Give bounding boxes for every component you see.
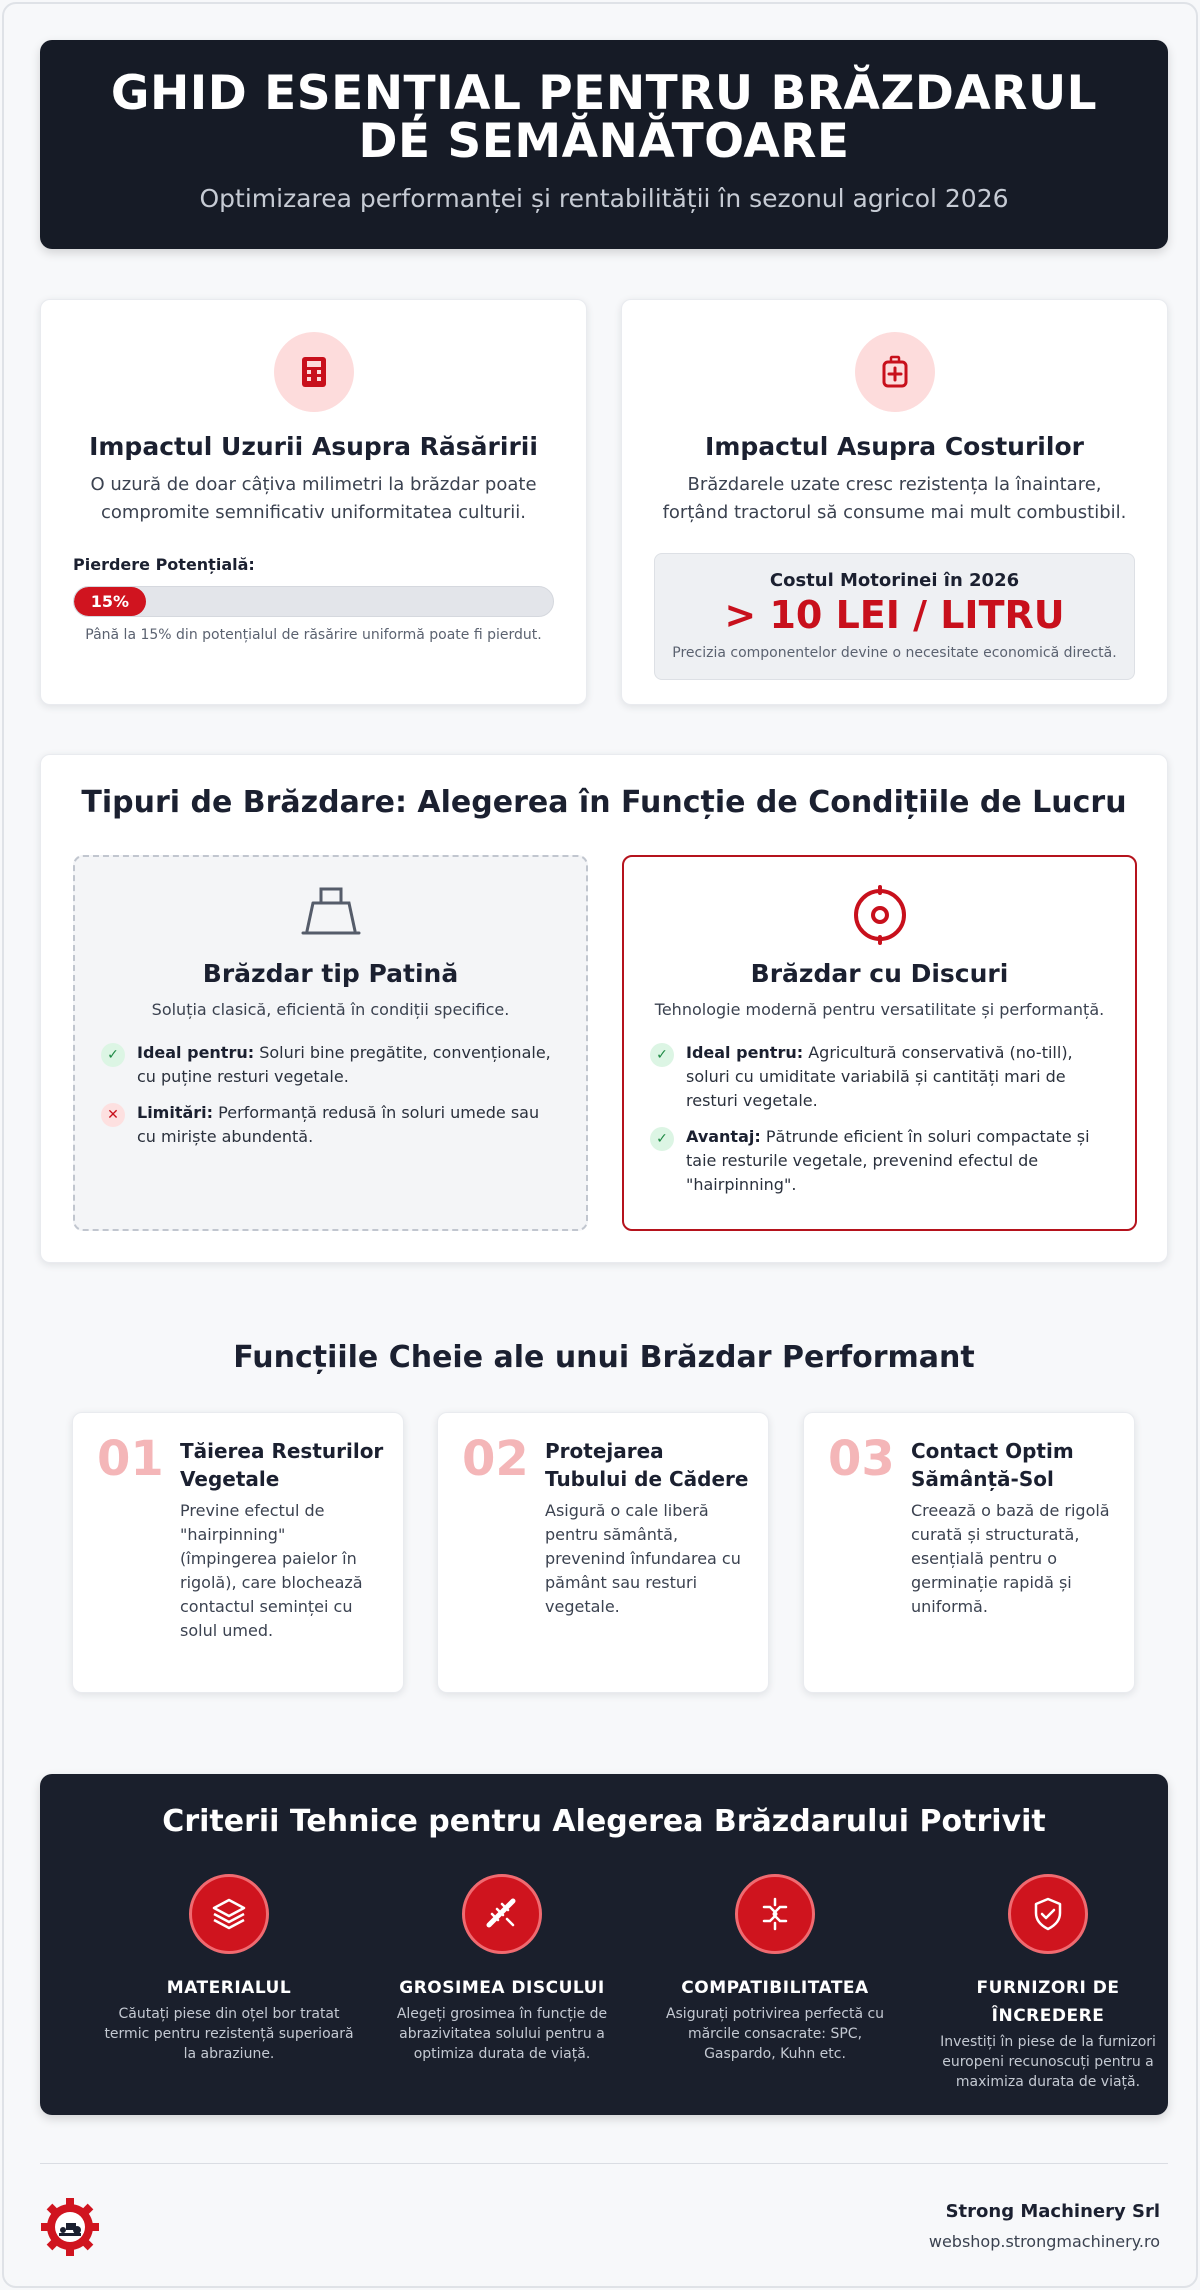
function-number: 02 <box>462 1431 529 1487</box>
function-title: Tăierea Resturilor Vegetale <box>180 1439 384 1491</box>
function-text: Creează o bază de rigolă curată și structurată, esențială pentru o germinație rapidă și uniformă. <box>911 1501 1110 1616</box>
function-card <box>803 1412 1135 1693</box>
impact-title: Impactul Uzurii Asupra Răsăririi <box>89 432 538 461</box>
criteria-item <box>104 1874 354 2064</box>
impact-title: Impactul Asupra Costurilor <box>705 432 1084 461</box>
page <box>2 2 1198 2288</box>
shoe-coulter-icon <box>75 885 586 945</box>
fuel-cost-value: > 10 LEI / LITRU <box>724 593 1065 637</box>
function-number: 01 <box>97 1431 164 1487</box>
point-text: Agricultură conservativă (no-till), soluri cu umiditate variabilă și cantități mari de resturi vegetale. <box>686 1043 1073 1110</box>
fuel-cost-title: Costul Motorinei în 2026 <box>769 570 1020 591</box>
company-info <box>929 2201 1160 2251</box>
fuel-can-icon <box>855 332 935 412</box>
impact-description: O uzură de doar câțiva milimetri la brăzdar poate compromite semnificativ uniformitatea culturii. <box>90 474 537 523</box>
disc-target-icon <box>624 885 1135 945</box>
section-title: Tipuri de Brăzdare: Alegerea în Funcție de Condițiile de Lucru <box>81 785 1127 820</box>
check-icon: ✓ <box>101 1043 125 1067</box>
criteria-item <box>923 1874 1173 2092</box>
close-icon: ✕ <box>101 1103 125 1127</box>
list-item <box>99 1101 562 1149</box>
check-icon: ✓ <box>650 1127 674 1151</box>
point-label: Ideal pentru: <box>137 1043 255 1062</box>
type-card-disc <box>622 855 1137 1231</box>
company-name: Strong Machinery Srl <box>945 2201 1160 2222</box>
calculator-icon <box>274 332 354 412</box>
point-label: Avantaj: <box>686 1127 761 1146</box>
page-subtitle: Optimizarea performanței și rentabilității în sezonul agricol 2026 <box>199 184 1009 213</box>
type-title: Brăzdar cu Discuri <box>750 959 1009 988</box>
plug-connect-icon <box>735 1874 815 1954</box>
criteria-item <box>650 1874 900 2064</box>
criteria-text: Asigurați potrivirea perfectă cu mărcile consacrate: SPC, Gaspardo, Kuhn etc. <box>665 2006 885 2062</box>
point-label: Limitări: <box>137 1103 214 1122</box>
header-banner <box>40 40 1168 249</box>
shield-check-icon <box>1008 1874 1088 1954</box>
type-card-shoe <box>73 855 588 1231</box>
criteria-section <box>40 1774 1168 2115</box>
function-text: Asigură o cale liberă pentru sământă, prevenind înfundarea cu pământ sau resturi vegetale. <box>545 1501 741 1616</box>
impact-card-emergence <box>40 299 587 705</box>
type-subtitle: Tehnologie modernă pentru versatilitate și performanță. <box>654 1000 1105 1019</box>
ruler-icon <box>462 1874 542 1954</box>
type-points <box>99 1041 562 1149</box>
gear-logo-icon[interactable] <box>40 2197 100 2257</box>
criteria-title: MATERIALUL <box>166 1978 292 1998</box>
function-title: Protejarea Tubului de Cădere <box>545 1439 749 1491</box>
loss-progress-fill: 15% <box>74 587 146 616</box>
list-item <box>648 1125 1111 1197</box>
type-title: Brăzdar tip Patină <box>202 959 459 988</box>
fuel-cost-box <box>654 553 1135 680</box>
fuel-cost-note: Precizia componentelor devine o necesitate economică directă. <box>672 645 1117 661</box>
check-icon: ✓ <box>650 1043 674 1067</box>
criteria-title: FURNIZORI DE ÎNCREDERE <box>976 1978 1120 2026</box>
coulter-types-section <box>40 754 1168 1263</box>
point-text: Pătrunde eficient în soluri compactate și taie resturile vegetale, prevenind efectul de "hairpinning". <box>686 1127 1090 1194</box>
criteria-item <box>377 1874 627 2064</box>
point-text: Performanță redusă în soluri umede sau cu miriște abundentă. <box>137 1103 540 1146</box>
criteria-title: GROSIMEA DISCULUI <box>399 1978 605 1998</box>
criteria-text: Căutați piese din oțel bor tratat termic pentru rezistență superioară la abraziune. <box>104 2006 354 2062</box>
layers-icon <box>189 1874 269 1954</box>
function-number: 03 <box>828 1431 895 1487</box>
loss-label: Pierdere Potențială: <box>73 555 255 574</box>
section-title: Criterii Tehnice pentru Alegerea Brăzdarului Potrivit <box>162 1804 1046 1839</box>
point-text: Soluri bine pregătite, convenționale, cu puține resturi vegetale. <box>137 1043 551 1086</box>
list-item <box>648 1041 1111 1113</box>
loss-note: Până la 15% din potențialul de răsărire uniformă poate fi pierdut. <box>85 627 542 643</box>
criteria-text: Alegeți grosimea în funcție de abrazivitatea solului pentru a optimiza durata de viață. <box>396 2006 608 2062</box>
function-card <box>72 1412 404 1693</box>
section-title: Funcțiile Cheie ale unui Brăzdar Performant <box>233 1340 975 1375</box>
impact-card-costs <box>621 299 1168 705</box>
type-subtitle: Soluția clasică, eficientă în condiții specifice. <box>151 1000 510 1019</box>
function-text: Previne efectul de "hairpinning" (împingerea paielor în rigolă), care blochează contactul seminței cu solul umed. <box>180 1501 363 1640</box>
footer-divider <box>40 2163 1168 2164</box>
impact-description: Brăzdarele uzate cresc rezistența la înaintare, forțând tractorul să consume mai mult combustibil. <box>662 474 1127 523</box>
function-card <box>437 1412 769 1693</box>
function-title: Contact Optim Sămânță-Sol <box>911 1439 1074 1491</box>
loss-progress-bar <box>73 586 554 617</box>
page-title: GHID ESENȚIAL PENTRU BRĂZDARUL DE SEMĂNĂTOARE <box>110 66 1098 169</box>
type-points <box>648 1041 1111 1197</box>
criteria-title: COMPATIBILITATEA <box>681 1978 869 1998</box>
company-website-link[interactable]: webshop.strongmachinery.ro <box>928 2232 1160 2251</box>
point-label: Ideal pentru: <box>686 1043 804 1062</box>
list-item <box>99 1041 562 1089</box>
criteria-text: Investiți în piese de la furnizori europeni recunoscuți pentru a maximiza durata de viață. <box>940 2034 1156 2090</box>
